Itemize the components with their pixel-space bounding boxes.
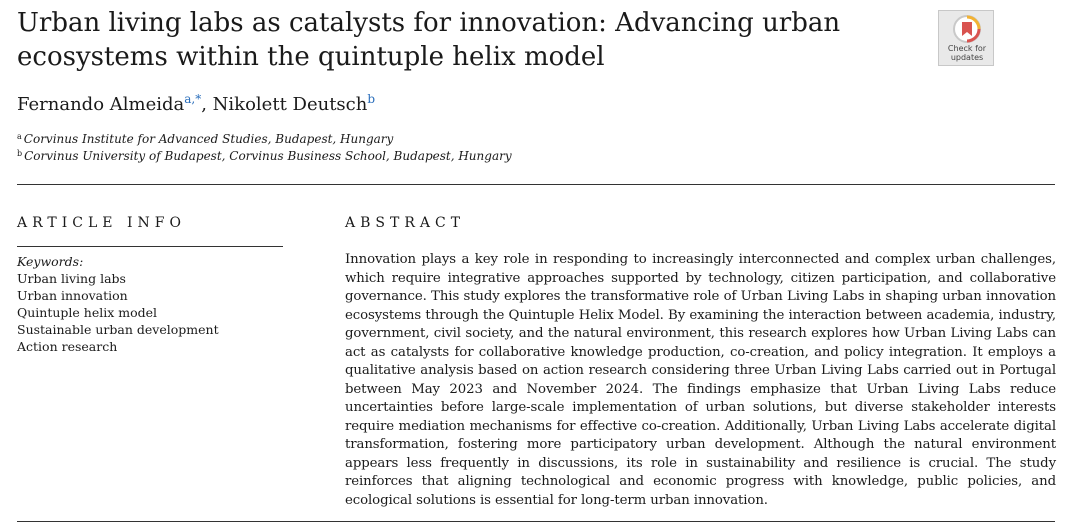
article-info-heading: ARTICLE INFO bbox=[17, 215, 186, 231]
affiliation-mark[interactable]: a,* bbox=[184, 92, 202, 106]
affiliation bbox=[17, 148, 512, 164]
author-separator: , bbox=[201, 94, 213, 115]
author-list bbox=[17, 92, 375, 118]
affiliation-mark[interactable]: b bbox=[367, 92, 376, 106]
keyword-item: Sustainable urban development bbox=[17, 322, 219, 337]
bookmark-icon bbox=[952, 14, 982, 44]
affiliation-mark: b bbox=[17, 149, 23, 158]
paper-title: Urban living labs as catalysts for innovation: Advancing urban ecosystems within the quintuple helix model bbox=[17, 8, 841, 72]
keyword-item: Urban innovation bbox=[17, 288, 128, 303]
affiliation-mark: a bbox=[17, 132, 22, 141]
affiliation bbox=[17, 131, 393, 147]
keywords-label: Keywords: bbox=[17, 254, 84, 269]
author-name[interactable]: Fernando Almeida bbox=[17, 94, 185, 115]
author-name[interactable]: Nikolett Deutsch bbox=[212, 94, 368, 115]
article-info-divider bbox=[17, 246, 283, 247]
keyword-item: Quintuple helix model bbox=[17, 305, 158, 320]
check-for-updates-badge[interactable] bbox=[938, 10, 994, 66]
keyword-item: Action research bbox=[17, 339, 118, 354]
badge-line-2: updates bbox=[950, 53, 984, 62]
affiliation-text: Corvinus University of Budapest, Corvinus Business School, Budapest, Hungary bbox=[24, 149, 512, 163]
keyword-list bbox=[17, 270, 219, 355]
abstract-heading: ABSTRACT bbox=[345, 215, 466, 231]
footer-divider bbox=[17, 521, 1055, 522]
badge-line-1: Check for bbox=[947, 44, 987, 53]
badge-label bbox=[939, 44, 995, 62]
abstract-text: Innovation plays a key role in responding to increasingly interconnected and complex urban challenges, which require integrative approaches supported by technology, citizen participation, and collaborative governance. This study explores the transformative role of Urban Living Labs in shaping urban innovation ecosystems through the Quintuple Helix Model. By examining the interaction between academia, industry, government, civil society, and the natural environment, this research explores how Urban Living Labs can act as catalysts for collaborative knowledge production, co-creation, and policy integration. It employs a qualitative analysis based on action research considering three Urban Living Labs carried out in Portugal between May 2023 and November 2024. The findings emphasize that Urban Living Labs reduce uncertainties before large-scale implementation of urban solutions, but diverse stakeholder interests require mediation mechanisms for effective co-creation. Additionally, Urban Living Labs accelerate digital transformation, fostering more participatory urban development. Although the natural environment appears less frequently in discussions, its role in sustainability and resilience is crucial. The study reinforces that aligning technological and economic progress with knowledge, public policies, and ecological solutions is essential for long-term urban innovation. bbox=[345, 252, 1056, 508]
keyword-item: Urban living labs bbox=[17, 271, 126, 286]
affiliation-text: Corvinus Institute for Advanced Studies, Budapest, Hungary bbox=[23, 132, 394, 146]
header-divider bbox=[17, 184, 1055, 185]
